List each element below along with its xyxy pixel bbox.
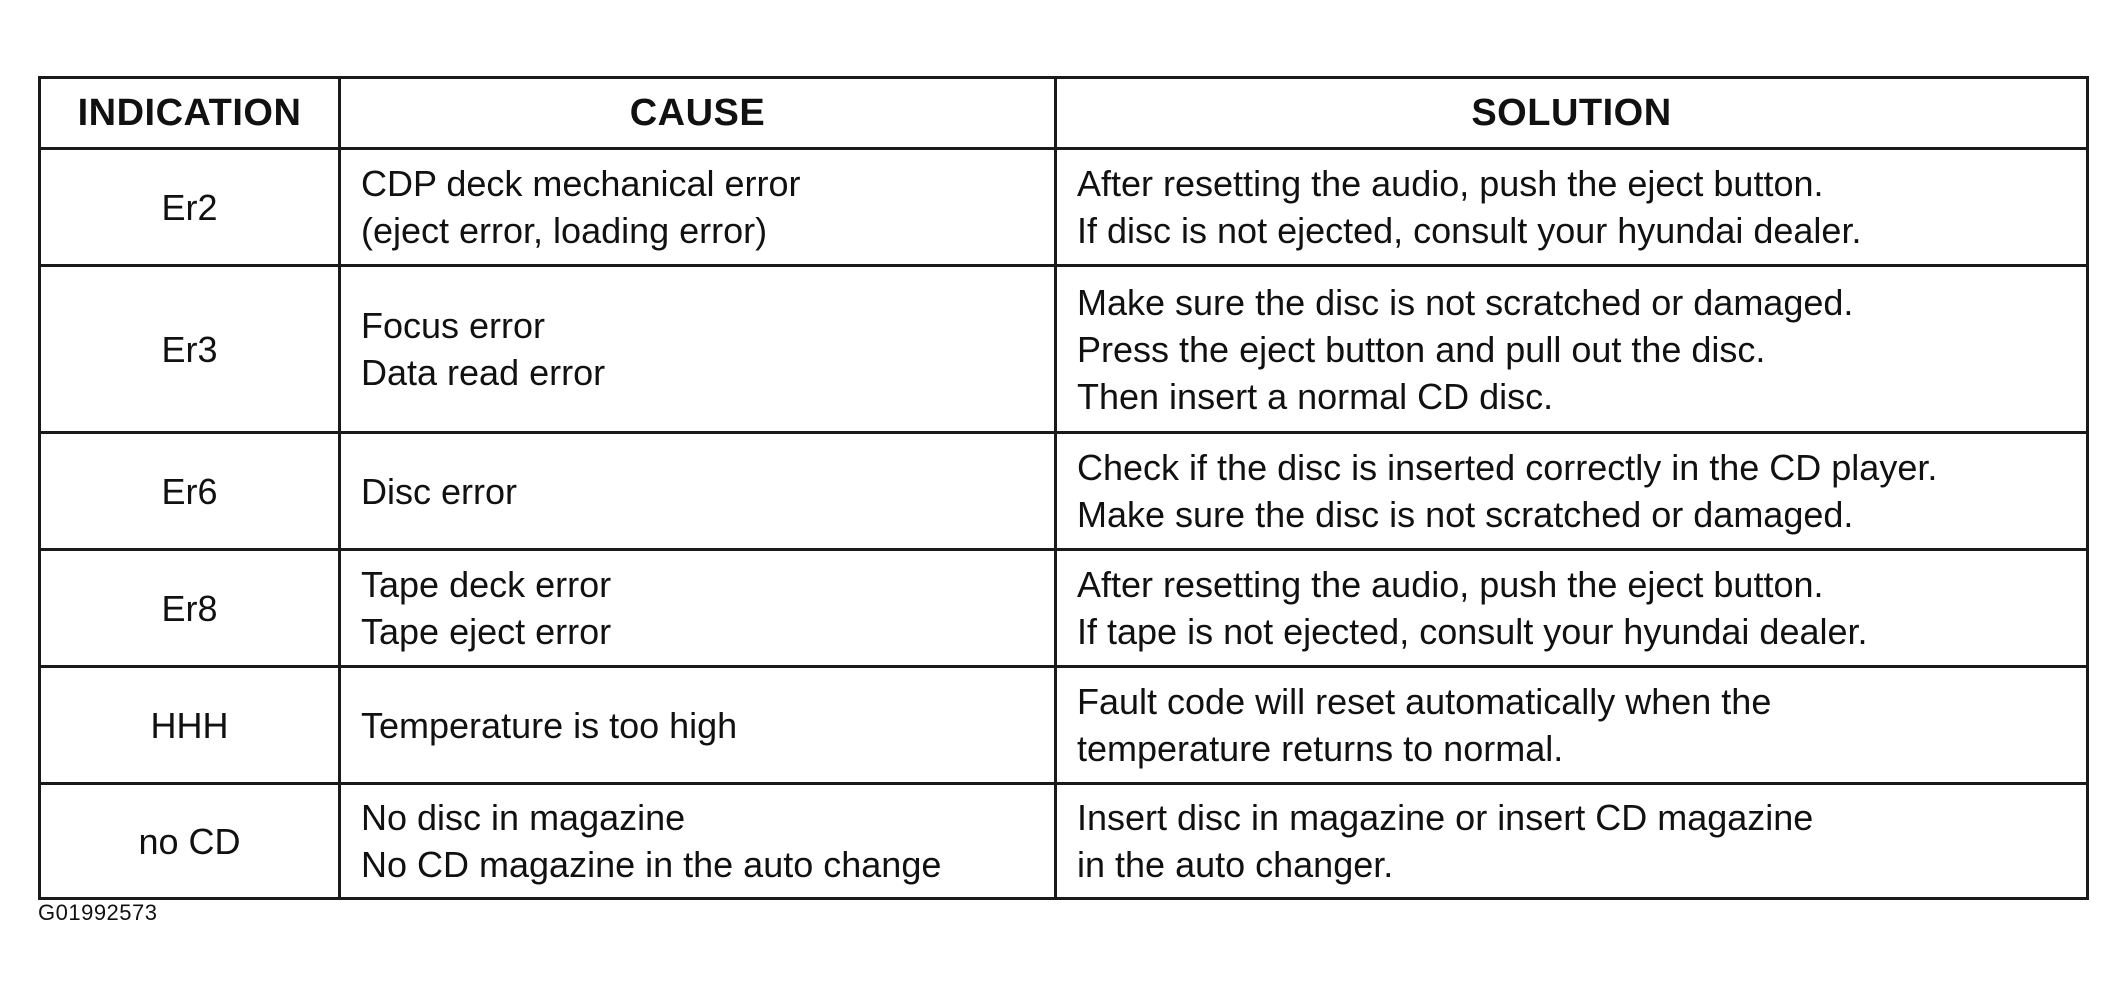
table-row <box>40 784 2088 899</box>
cause-line: (eject error, loading error) <box>361 210 768 251</box>
solution-line: After resetting the audio, push the eject button. <box>1077 163 1824 204</box>
header-solution: SOLUTION <box>1056 78 2088 149</box>
cause-line: Disc error <box>361 470 518 512</box>
cause-cell <box>340 266 1056 433</box>
table-header-row <box>40 78 2088 149</box>
cause-cell <box>340 667 1056 784</box>
solution-cell <box>1056 784 2088 899</box>
solution-line: Press the eject button and pull out the disc. <box>1077 328 1766 370</box>
cause-line: CDP deck mechanical error <box>361 163 801 204</box>
cause-line: No disc in magazine <box>361 797 686 838</box>
cause-line: Temperature is too high <box>361 704 738 746</box>
figure-code: G01992573 <box>38 900 158 925</box>
cause-line: No CD magazine in the auto change <box>361 844 942 885</box>
table-row <box>40 149 2088 266</box>
solution-line: Make sure the disc is not scratched or damaged. <box>1077 494 1854 535</box>
solution-line: Fault code will reset automatically when the <box>1077 681 1772 722</box>
solution-cell <box>1056 550 2088 667</box>
cause-cell <box>340 550 1056 667</box>
header-indication: INDICATION <box>40 78 340 149</box>
solution-line: If tape is not ejected, consult your hyundai dealer. <box>1077 611 1868 652</box>
solution-line: Then insert a normal CD disc. <box>1077 375 1554 417</box>
solution-line: in the auto changer. <box>1077 844 1394 885</box>
cause-line: Data read error <box>361 352 606 393</box>
indication-cell: Er6 <box>40 433 340 550</box>
error-code-table <box>38 76 2089 900</box>
solution-line: Insert disc in magazine or insert CD magazine <box>1077 797 1814 838</box>
solution-line: Make sure the disc is not scratched or damaged. <box>1077 281 1854 323</box>
indication-cell: Er2 <box>40 149 340 266</box>
cause-cell <box>340 433 1056 550</box>
solution-cell <box>1056 667 2088 784</box>
table-row <box>40 266 2088 433</box>
error-code-table-wrapper <box>38 76 2086 900</box>
indication-cell: Er8 <box>40 550 340 667</box>
solution-line: temperature returns to normal. <box>1077 728 1564 769</box>
solution-cell <box>1056 433 2088 550</box>
table-row <box>40 433 2088 550</box>
indication-cell: HHH <box>40 667 340 784</box>
solution-line: After resetting the audio, push the eject button. <box>1077 564 1824 605</box>
solution-cell <box>1056 266 2088 433</box>
cause-cell <box>340 784 1056 899</box>
cause-cell <box>340 149 1056 266</box>
cause-line: Tape deck error <box>361 564 612 605</box>
cause-line: Focus error <box>361 305 546 346</box>
solution-line: If disc is not ejected, consult your hyundai dealer. <box>1077 210 1862 251</box>
indication-cell: Er3 <box>40 266 340 433</box>
table-row <box>40 550 2088 667</box>
solution-cell <box>1056 149 2088 266</box>
indication-cell: no CD <box>40 784 340 899</box>
table-row <box>40 667 2088 784</box>
header-cause: CAUSE <box>340 78 1056 149</box>
solution-line: Check if the disc is inserted correctly in the CD player. <box>1077 447 1938 488</box>
cause-line: Tape eject error <box>361 611 612 652</box>
